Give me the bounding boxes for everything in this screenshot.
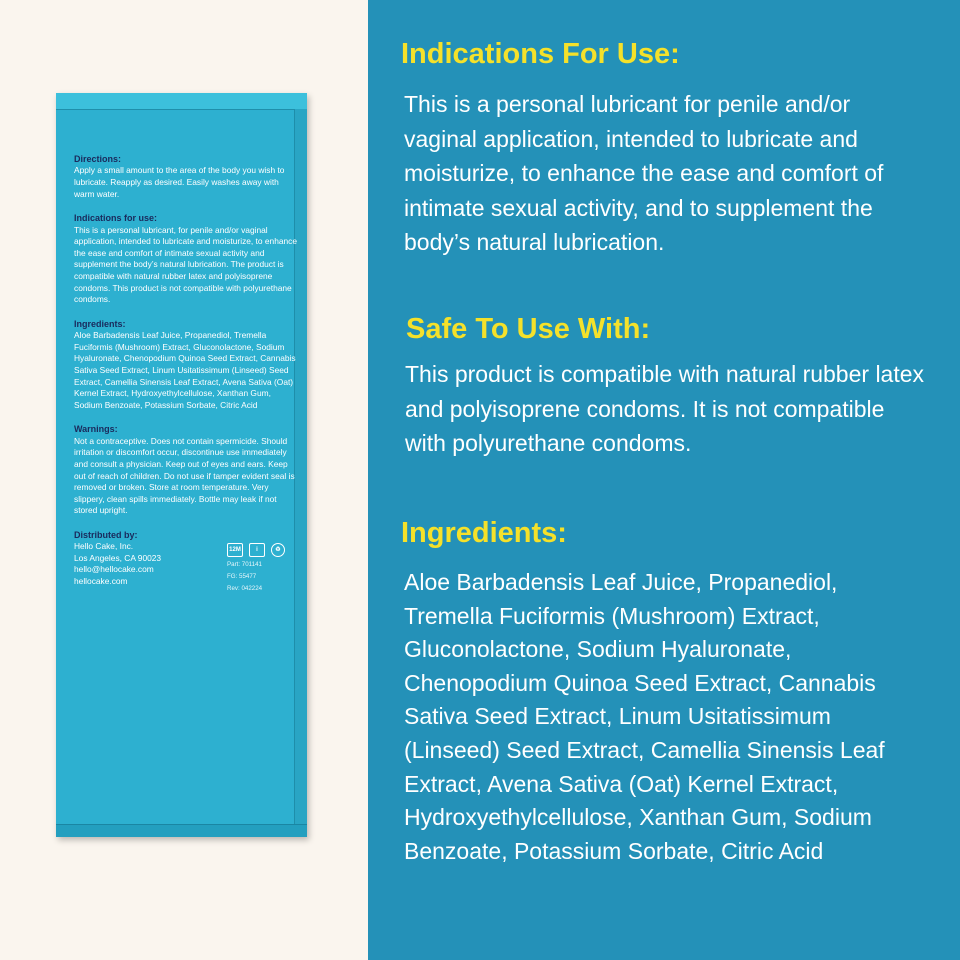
box-distributor-email: hello@hellocake.com	[74, 564, 154, 575]
box-bottom-flap	[56, 824, 307, 837]
box-label-text	[74, 153, 298, 593]
box-indications-heading: Indications for use:	[74, 213, 158, 224]
open-jar-icon: 12M	[227, 543, 243, 557]
box-warnings-heading: Warnings:	[74, 424, 118, 435]
box-directions-body: Apply a small amount to the area of the body you wish to lubricate. Reapply as desired. Easily washes away with warm water.	[74, 165, 285, 199]
box-ingredients-heading: Ingredients:	[74, 318, 126, 329]
safe-to-use-heading: Safe To Use With:	[406, 313, 651, 345]
box-distributor	[74, 529, 219, 588]
box-fg-number: FG: 55477	[227, 572, 257, 580]
box-rev-number: Rev: 042224	[227, 585, 263, 592]
box-distributor-address: Los Angeles, CA 90023	[74, 552, 162, 563]
indications-body: This is a personal lubricant for penile and/or vaginal application, intended to lubricate and moisturize, to enhance the ease and comfort of intimate sexual activity, and to supplement the body’s natural lubrication.	[404, 91, 884, 255]
indications-heading: Indications For Use:	[401, 38, 680, 70]
info-panel	[368, 0, 960, 960]
recycle-icon: ♻	[271, 543, 285, 557]
box-distributor-website: hellocake.com	[74, 576, 128, 587]
box-symbols	[227, 529, 285, 593]
box-ingredients-body: Aloe Barbadensis Leaf Juice, Propanediol, Tremella Fuciformis (Mushroom) Extract, Gluconolactone, Sodium Hyaluronate, Chenopodium Quinoa Seed Extract, Cannabis Sativa Seed Extract, Linum Usitatissimum (Linseed) Seed Extract, Camellia Sinensis Leaf Extract, Avena Sativa (Oat) Kernel Extract, Hydroxyethylcellulose, Xanthan Gum, Sodium Benzoate, Potassium Sorbate, Citric Acid	[74, 330, 296, 410]
box-top-flap	[56, 93, 307, 110]
info-booklet-icon: i	[249, 543, 265, 557]
box-part-number: Part: 701141	[227, 560, 262, 568]
box-distributor-name: Hello Cake, Inc.	[74, 541, 134, 552]
safe-to-use-body: This product is compatible with natural rubber latex and polyisoprene condoms. It is not compatible with polyurethane condoms.	[405, 361, 925, 456]
box-symbol-icons	[227, 543, 285, 557]
ingredients-heading: Ingredients:	[401, 517, 567, 549]
box-distributor-row	[74, 529, 298, 593]
box-indications-body: This is a personal lubricant, for penile and/or vaginal application, intended to lubricate and moisturize, to enhance the ease and comfort of intimate sexual activity and supplement the body’s natural lubrication. The product is compatible with natural rubber latex and polyisoprene condoms. This product is not compatible with polyurethane condoms.	[74, 224, 298, 305]
box-warnings-body: Not a contraceptive. Does not contain spermicide. Should irritation or discomfort occur, discontinue use immediately and consult a physician. Keep out of eyes and ears. Keep out of reach of children. Do not use if tamper evident seal is removed or broken. Store at room temperature. Very slippery, clean spills immediately. Bottle may leak if not stored upright.	[74, 435, 295, 516]
product-box	[56, 93, 307, 837]
product-photo-panel	[0, 0, 368, 960]
box-distributor-heading: Distributed by:	[74, 529, 138, 540]
box-directions-heading: Directions:	[74, 154, 122, 164]
ingredients-body: Aloe Barbadensis Leaf Juice, Propanediol, Tremella Fuciformis (Mushroom) Extract, Gluconolactone, Sodium Hyaluronate, Chenopodium Quinoa Seed Extract, Cannabis Sativa Seed Extract, Linum Usitatissimum (Linseed) Seed Extract, Camellia Sinensis Leaf Extract, Avena Sativa (Oat) Kernel Extract, Hydroxyethylcellulose, Xanthan Gum, Sodium Benzoate, Potassium Sorbate, Citric Acid	[404, 569, 885, 864]
